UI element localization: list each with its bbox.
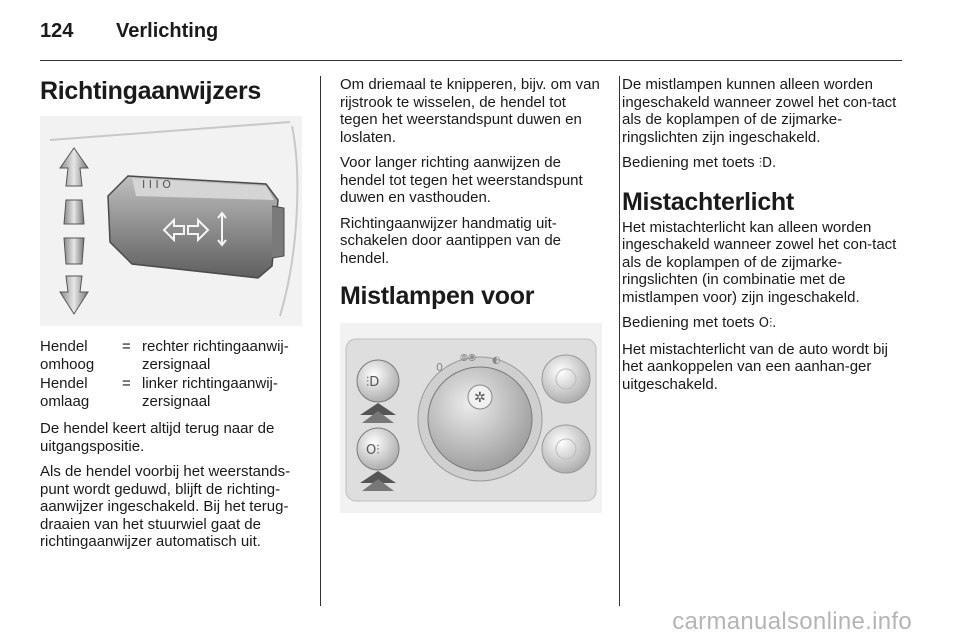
section-heading-turn-signals: Richtingaanwijzers (40, 77, 262, 105)
svg-text:✲: ✲ (474, 390, 486, 406)
definition-list (40, 338, 306, 410)
column-left (40, 76, 306, 559)
paragraph: Bediening met toets ⫶D. (622, 154, 777, 171)
rear-fog-symbol-icon: O⫶. (758, 316, 777, 331)
svg-text:O⫶: O⫶ (366, 443, 380, 458)
section-heading-rear-fog: Mistachterlicht (622, 187, 794, 216)
definition-row: Hendel omhoog = rechter richtingaanwij-zersignaal (40, 338, 289, 373)
turn-signal-lever-illustration (40, 116, 302, 326)
column-divider-2 (619, 76, 620, 606)
paragraph: Richtingaanwijzer handmatig uit-schakelen door aantippen van de hendel. (340, 214, 562, 267)
dial-label-zero: 0 (436, 361, 443, 374)
paragraph: De mistlampen kunnen alleen worden ingeschakeld wanneer zowel het con-tact als de koplampen of de zijmarke-ringslichten zijn ingeschakeld. (622, 76, 897, 146)
page-number: 124 (40, 20, 74, 42)
paragraph: Als de hendel voorbij het weerstands-punt wordt geduwd, blijft de richting-aanwijzer ingeschakeld. Bij het terug-draaien van het stuurwiel gaat de richtingaanwijzer automatisch uit. (40, 463, 291, 550)
column-middle (340, 76, 602, 513)
header-rule (40, 60, 902, 61)
paragraph: Om driemaal te knipperen, bijv. om van rijstrook te wisselen, de hendel tot tegen het weerstandspunt duwen en loslaten. (340, 76, 600, 146)
paragraph: Het mistachterlicht kan alleen worden ingeschakeld wanneer zowel het con-tact als de koplampen of de zijmarke-ringslichten (in combinatie met de mistlampen voor) zijn ingeschakeld. (622, 218, 897, 306)
paragraph: Voor langer richting aanwijzen de hendel tot tegen het weerstandspunt duwen en vasthouden. (340, 154, 583, 206)
svg-text:⦾⦿: ⦾⦿ (460, 353, 476, 364)
svg-text:◐: ◐ (492, 355, 501, 366)
paragraph: Het mistachterlicht van de auto wordt bij het aankoppelen van een aanhan-ger uitgeschakeld. (622, 340, 888, 393)
svg-text:I I I O: I I I O (142, 178, 171, 191)
section-heading-front-fog: Mistlampen voor (340, 282, 535, 310)
front-fog-symbol-icon: ⫶D. (758, 156, 777, 171)
column-divider-1 (320, 76, 321, 606)
svg-text:⫶D: ⫶D (366, 375, 380, 390)
paragraph: Bediening met toets O⫶. (622, 314, 777, 331)
page-title: Verlichting (116, 20, 219, 42)
watermark: carmanualsonline.info (672, 608, 912, 635)
paragraph: De hendel keert altijd terug naar de uitgangspositie. (40, 420, 275, 455)
column-right (622, 76, 908, 401)
definition-row: Hendel omlaag = linker richtingaanwij-zersignaal (40, 375, 278, 410)
light-switch-panel-illustration (340, 323, 602, 513)
